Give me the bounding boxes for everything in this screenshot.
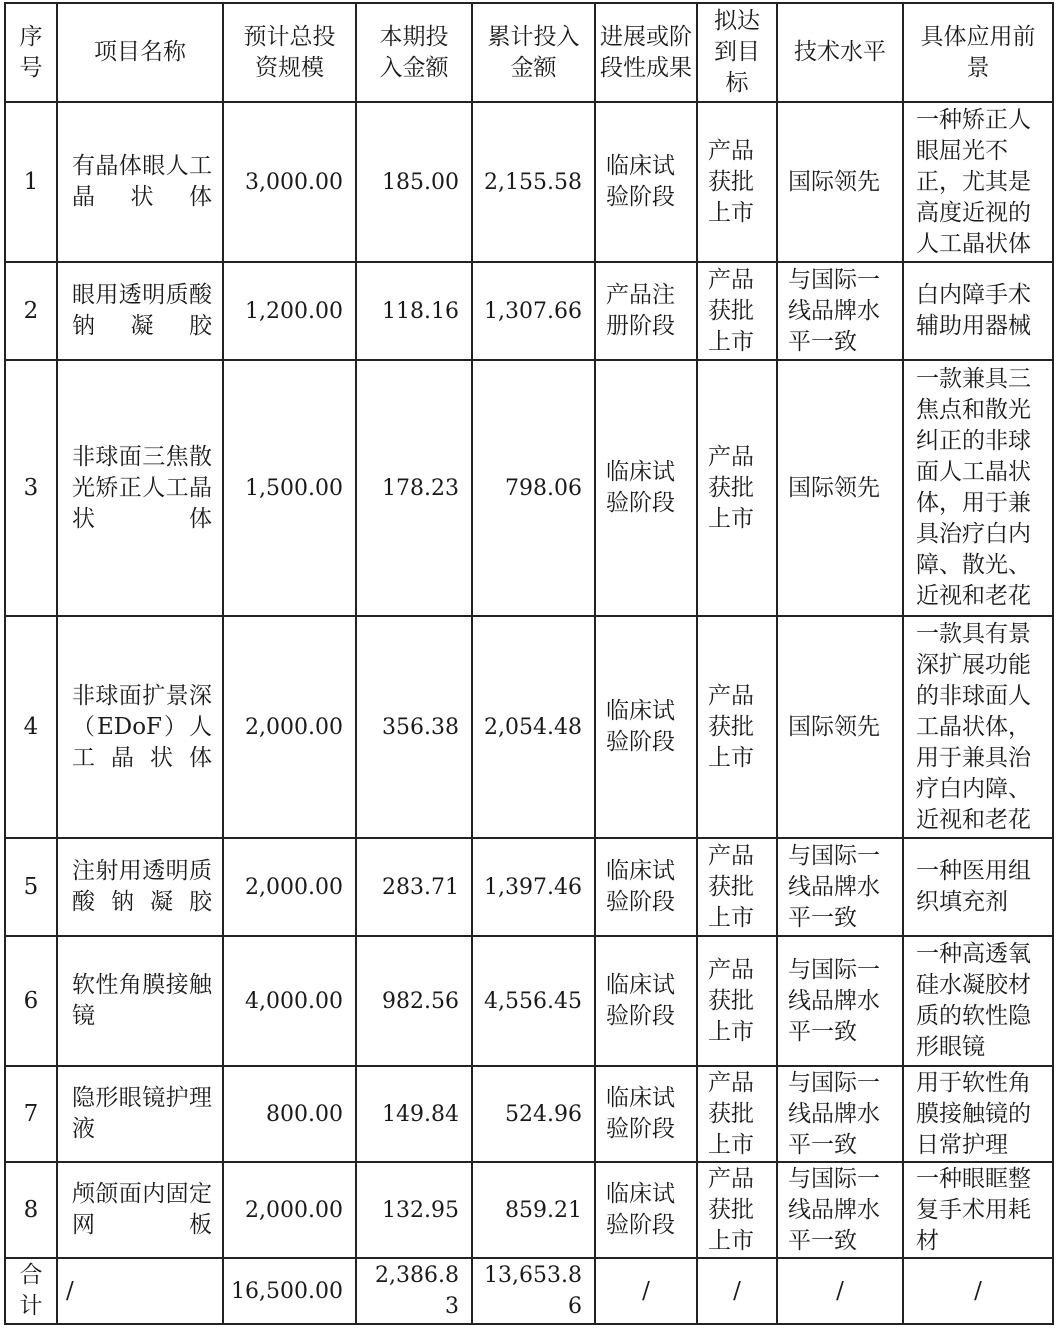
total-tech: /: [777, 1258, 903, 1324]
row-tech: 与国际一线品牌水平一致: [777, 838, 903, 936]
row-stage: 临床试验阶段: [595, 838, 697, 936]
row-period-invest: 132.95: [356, 1162, 472, 1258]
row-idx: 1: [5, 102, 57, 262]
row-cumulative: 798.06: [472, 360, 595, 616]
row-total-budget: 4,000.00: [223, 936, 356, 1066]
row-application: 一款兼具三焦点和散光纠正的非球面人工晶状体，用于兼具治疗白内障、散光、近视和老花: [903, 360, 1053, 616]
row-application: 白内障手术辅助用器械: [903, 262, 1053, 360]
row-name: 非球面扩景深（EDoF）人工晶状体: [57, 616, 223, 838]
row-target: 产品获批上市: [697, 1162, 777, 1258]
row-cumulative: 859.21: [472, 1162, 595, 1258]
row-application: 一种矫正人眼屈光不正，尤其是高度近视的人工晶状体: [903, 102, 1053, 262]
row-name: 注射用透明质酸钠凝胶: [57, 838, 223, 936]
total-name: /: [57, 1258, 223, 1324]
row-tech: 与国际一线品牌水平一致: [777, 1162, 903, 1258]
row-total-budget: 2,000.00: [223, 616, 356, 838]
row-application: 一种医用组织填充剂: [903, 838, 1053, 936]
row-application: 一款具有景深扩展功能的非球面人工晶状体，用于兼具治疗白内障、近视和老花: [903, 616, 1053, 838]
row-stage: 临床试验阶段: [595, 1162, 697, 1258]
total-period-invest-sum: 2,386.83: [356, 1258, 472, 1324]
row-application: 用于软性角膜接触镜的日常护理: [903, 1066, 1053, 1162]
row-idx: 6: [5, 936, 57, 1066]
row-idx: 3: [5, 360, 57, 616]
row-target: 产品获批上市: [697, 1066, 777, 1162]
row-period-invest: 356.38: [356, 616, 472, 838]
row-period-invest: 982.56: [356, 936, 472, 1066]
row-stage: 临床试验阶段: [595, 936, 697, 1066]
table-row: [5, 360, 1053, 616]
row-cumulative: 2,155.58: [472, 102, 595, 262]
row-idx: 7: [5, 1066, 57, 1162]
table-row: [5, 262, 1053, 360]
row-total-budget: 3,000.00: [223, 102, 356, 262]
row-stage: 临床试验阶段: [595, 360, 697, 616]
row-tech: 国际领先: [777, 360, 903, 616]
header-row: [5, 3, 1053, 102]
header-period-invest: 本期投入金额: [356, 3, 472, 102]
row-application: 一种眼眶整复手术用耗材: [903, 1162, 1053, 1258]
table-row: [5, 1162, 1053, 1258]
total-cumulative-sum: 13,653.86: [472, 1258, 595, 1324]
row-idx: 8: [5, 1162, 57, 1258]
row-tech: 与国际一线品牌水平一致: [777, 262, 903, 360]
row-idx: 4: [5, 616, 57, 838]
row-name: 非球面三焦散光矫正人工晶状体: [57, 360, 223, 616]
row-application: 一种高透氧硅水凝胶材质的软性隐形眼镜: [903, 936, 1053, 1066]
table-row: [5, 102, 1053, 262]
total-label: 合计: [5, 1258, 57, 1324]
row-stage: 产品注册阶段: [595, 262, 697, 360]
row-total-budget: 1,500.00: [223, 360, 356, 616]
table-row: [5, 616, 1053, 838]
header-tech: 技术水平: [777, 3, 903, 102]
row-tech: 国际领先: [777, 616, 903, 838]
row-tech: 与国际一线品牌水平一致: [777, 1066, 903, 1162]
row-name: 颅颌面内固定网板: [57, 1162, 223, 1258]
row-total-budget: 2,000.00: [223, 1162, 356, 1258]
row-period-invest: 118.16: [356, 262, 472, 360]
row-period-invest: 185.00: [356, 102, 472, 262]
header-name: 项目名称: [57, 3, 223, 102]
row-target: 产品获批上市: [697, 838, 777, 936]
row-cumulative: 2,054.48: [472, 616, 595, 838]
row-total-budget: 1,200.00: [223, 262, 356, 360]
row-cumulative: 1,397.46: [472, 838, 595, 936]
row-idx: 2: [5, 262, 57, 360]
total-stage: /: [595, 1258, 697, 1324]
total-budget-sum: 16,500.00: [223, 1258, 356, 1324]
header-cumulative: 累计投入金额: [472, 3, 595, 102]
row-tech: 国际领先: [777, 102, 903, 262]
row-target: 产品获批上市: [697, 262, 777, 360]
row-cumulative: 1,307.66: [472, 262, 595, 360]
row-name: 有晶体眼人工晶状体: [57, 102, 223, 262]
header-idx: 序号: [5, 3, 57, 102]
row-cumulative: 524.96: [472, 1066, 595, 1162]
row-target: 产品获批上市: [697, 102, 777, 262]
row-stage: 临床试验阶段: [595, 616, 697, 838]
row-period-invest: 149.84: [356, 1066, 472, 1162]
row-target: 产品获批上市: [697, 616, 777, 838]
row-target: 产品获批上市: [697, 936, 777, 1066]
table-row: [5, 838, 1053, 936]
header-target: 拟达到目标: [697, 3, 777, 102]
header-total-budget: 预计总投资规模: [223, 3, 356, 102]
row-name: 眼用透明质酸钠凝胶: [57, 262, 223, 360]
row-total-budget: 2,000.00: [223, 838, 356, 936]
total-application: /: [903, 1258, 1053, 1324]
row-cumulative: 4,556.45: [472, 936, 595, 1066]
row-period-invest: 283.71: [356, 838, 472, 936]
row-name: 软性角膜接触镜: [57, 936, 223, 1066]
row-stage: 临床试验阶段: [595, 1066, 697, 1162]
investment-table: [4, 2, 1054, 1325]
header-stage: 进展或阶段性成果: [595, 3, 697, 102]
row-name: 隐形眼镜护理液: [57, 1066, 223, 1162]
row-idx: 5: [5, 838, 57, 936]
row-target: 产品获批上市: [697, 360, 777, 616]
total-row: [5, 1258, 1053, 1324]
row-period-invest: 178.23: [356, 360, 472, 616]
table-row: [5, 1066, 1053, 1162]
header-application: 具体应用前景: [903, 3, 1053, 102]
row-total-budget: 800.00: [223, 1066, 356, 1162]
row-stage: 临床试验阶段: [595, 102, 697, 262]
table-row: [5, 936, 1053, 1066]
row-tech: 与国际一线品牌水平一致: [777, 936, 903, 1066]
total-target: /: [697, 1258, 777, 1324]
